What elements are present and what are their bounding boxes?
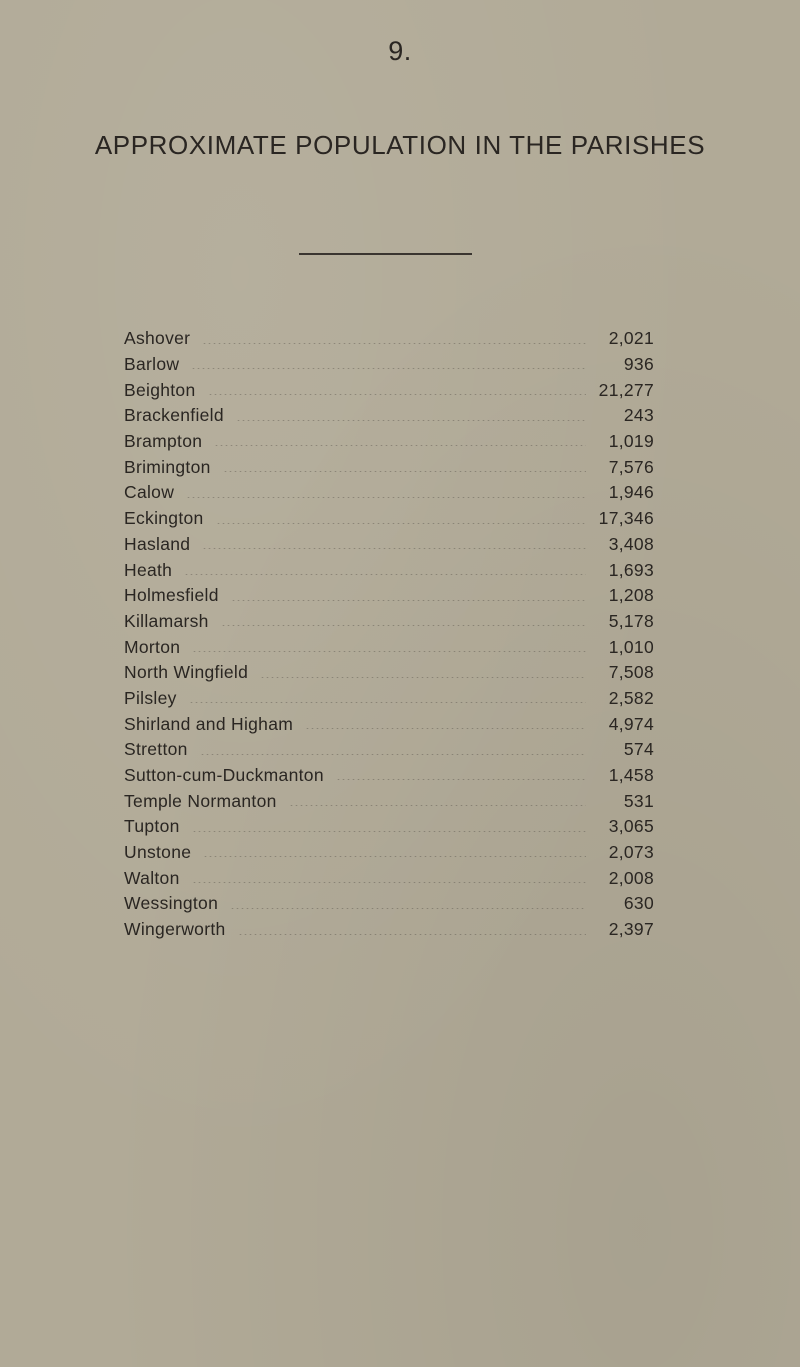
parish-name: Beighton	[124, 379, 196, 400]
parish-name: Holmesfield	[124, 585, 219, 606]
parish-population: 17,346	[598, 508, 654, 529]
parish-population: 2,073	[608, 842, 654, 863]
dot-leader	[305, 728, 586, 729]
table-row	[124, 454, 654, 480]
parish-name: Heath	[124, 559, 173, 580]
parish-name: Brackenfield	[124, 405, 224, 426]
parish-population: 2,008	[608, 867, 654, 888]
dot-leader	[203, 856, 586, 857]
parish-population: 1,946	[608, 482, 654, 503]
parish-name: Ashover	[124, 328, 191, 349]
parish-name: Wessington	[124, 893, 219, 914]
page-number: 9.	[388, 36, 412, 66]
table-row	[124, 352, 654, 378]
table-row	[124, 737, 654, 763]
parish-population: 1,010	[608, 636, 654, 657]
parish-name: Wingerworth	[124, 919, 226, 940]
parish-population: 21,277	[598, 379, 654, 400]
table-row	[124, 377, 654, 403]
dot-leader	[221, 625, 586, 626]
table-row	[124, 711, 654, 737]
table-row	[124, 403, 654, 429]
dot-leader	[208, 394, 587, 395]
population-table	[124, 326, 654, 943]
parish-name: Calow	[124, 482, 175, 503]
dot-leader	[192, 831, 586, 832]
parish-name: Hasland	[124, 533, 191, 554]
table-row	[124, 532, 654, 558]
title-divider	[299, 253, 472, 255]
table-row	[124, 686, 654, 712]
parish-population: 2,397	[608, 919, 654, 940]
dot-leader	[223, 471, 586, 472]
parish-population: 243	[623, 405, 654, 426]
parish-name: Morton	[124, 636, 181, 657]
table-row	[124, 480, 654, 506]
dot-leader	[231, 600, 586, 601]
page-title: APPROXIMATE POPULATION IN THE PARISHES	[94, 130, 706, 160]
dot-leader	[238, 934, 586, 935]
table-row	[124, 557, 654, 583]
dot-leader	[200, 754, 586, 755]
parish-population: 574	[623, 739, 654, 760]
dot-leader	[192, 651, 586, 652]
table-row	[124, 865, 654, 891]
dot-leader	[289, 805, 586, 806]
dot-leader	[191, 368, 586, 369]
dot-leader	[192, 882, 586, 883]
dot-leader	[236, 420, 586, 421]
table-row	[124, 763, 654, 789]
dot-leader	[230, 908, 586, 909]
dot-leader	[189, 702, 586, 703]
parish-name: Walton	[124, 867, 180, 888]
parish-population: 1,693	[608, 559, 654, 580]
parish-population: 1,019	[608, 431, 654, 452]
table-row	[124, 814, 654, 840]
table-row	[124, 609, 654, 635]
dot-leader	[336, 779, 586, 780]
parish-name: Brampton	[124, 431, 203, 452]
parish-name: Eckington	[124, 508, 204, 529]
table-row	[124, 788, 654, 814]
parish-name: Pilsley	[124, 687, 177, 708]
table-row	[124, 506, 654, 532]
table-row	[124, 917, 654, 943]
parish-name: Killamarsh	[124, 610, 209, 631]
table-row	[124, 634, 654, 660]
dot-leader	[202, 548, 586, 549]
table-row	[124, 583, 654, 609]
parish-population: 3,065	[608, 816, 654, 837]
parish-population: 936	[623, 354, 654, 375]
parish-population: 2,021	[608, 328, 654, 349]
parish-name: Temple Normanton	[124, 790, 277, 811]
table-row	[124, 326, 654, 352]
table-row	[124, 891, 654, 917]
parish-population: 531	[623, 790, 654, 811]
parish-population: 4,974	[608, 713, 654, 734]
table-row	[124, 840, 654, 866]
parish-population: 5,178	[608, 610, 654, 631]
dot-leader	[260, 677, 586, 678]
dot-leader	[214, 445, 586, 446]
parish-population: 630	[623, 893, 654, 914]
dot-leader	[186, 497, 586, 498]
parish-population: 7,576	[608, 456, 654, 477]
table-row	[124, 429, 654, 455]
parish-population: 1,208	[608, 585, 654, 606]
parish-population: 3,408	[608, 533, 654, 554]
table-row	[124, 660, 654, 686]
parish-population: 1,458	[608, 765, 654, 786]
parish-population: 2,582	[608, 687, 654, 708]
parish-name: Shirland and Higham	[124, 713, 294, 734]
parish-name: North Wingfield	[124, 662, 249, 683]
parish-name: Unstone	[124, 842, 192, 863]
parish-population: 7,508	[608, 662, 654, 683]
dot-leader	[184, 574, 586, 575]
parish-name: Brimington	[124, 456, 211, 477]
parish-name: Stretton	[124, 739, 188, 760]
parish-name: Sutton-cum-Duckmanton	[124, 765, 324, 786]
dot-leader	[216, 523, 586, 524]
dot-leader	[202, 343, 586, 344]
parish-name: Tupton	[124, 816, 180, 837]
parish-name: Barlow	[124, 354, 180, 375]
